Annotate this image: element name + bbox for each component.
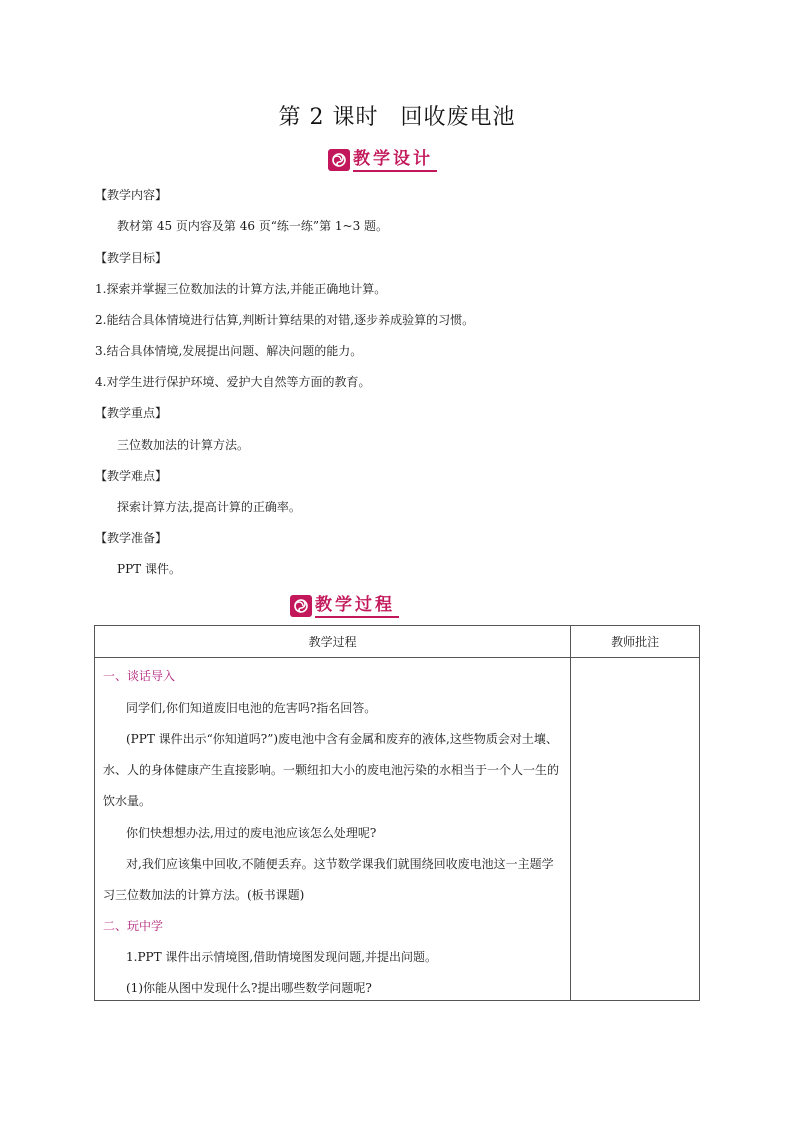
- paragraph: 你们快想想办法,用过的废电池应该怎么处理呢?: [126, 826, 377, 840]
- heading-goals: 【教学目标】: [95, 251, 168, 265]
- heading-content: 【教学内容】: [95, 188, 168, 202]
- paragraph-line: 水、人的身体健康产生直接影响。一颗纽扣大小的废电池污染的水相当于一个人一生的: [103, 763, 560, 777]
- content-text: 教材第 45 页内容及第 46 页“练一练”第 1~3 题。: [117, 219, 389, 233]
- swirl-logo-icon: [328, 149, 350, 171]
- goal-item: 1.探索并掌握三位数加法的计算方法,并能正确地计算。: [95, 282, 387, 296]
- prep-text: PPT 课件。: [117, 562, 181, 576]
- column-header-notes: 教师批注: [571, 626, 700, 658]
- difficulty-text: 探索计算方法,提高计算的正确率。: [117, 500, 301, 514]
- goal-item: 4.对学生进行保护环境、爱护大自然等方面的教育。: [95, 375, 371, 389]
- teaching-process-table: [94, 625, 700, 1001]
- section-title: 二、玩中学: [103, 919, 164, 933]
- teaching-process-banner: [290, 594, 399, 618]
- page-title: [0, 100, 794, 131]
- paragraph: (1)你能从图中发现什么?提出哪些数学问题呢?: [126, 981, 372, 995]
- paragraph-line: 饮水量。: [103, 794, 152, 808]
- swirl-logo-icon: [290, 595, 312, 617]
- key-text: 三位数加法的计算方法。: [117, 438, 250, 452]
- lesson-title: 回收废电池: [400, 105, 516, 130]
- paragraph: 1.PPT 课件出示情境图,借助情境图发现问题,并提出问题。: [126, 950, 438, 964]
- process-cell: [95, 658, 571, 1001]
- teaching-design-banner: [328, 148, 437, 172]
- goal-item: 3.结合具体情境,发展提出问题、解决问题的能力。: [95, 344, 363, 358]
- paragraph: 同学们,你们知道废旧电池的危害吗?指名回答。: [126, 701, 377, 715]
- paragraph: (PPT 课件出示“你知道吗?”)废电池中含有金属和废弃的液体,这些物质会对土壤、: [126, 732, 558, 746]
- notes-cell: [571, 658, 700, 1001]
- heading-prep: 【教学准备】: [95, 531, 168, 545]
- banner-label: 教学设计: [353, 148, 437, 172]
- banner-label: 教学过程: [315, 594, 399, 618]
- heading-key: 【教学重点】: [95, 406, 168, 420]
- paragraph: 对,我们应该集中回收,不随便丢弃。这节数学课我们就围绕回收废电池这一主题学: [126, 857, 554, 871]
- paragraph-line: 习三位数加法的计算方法。(板书课题): [103, 888, 305, 902]
- column-header-process: 教学过程: [95, 626, 571, 658]
- heading-difficulty: 【教学难点】: [95, 469, 168, 483]
- lesson-number: 第 2 课时: [278, 105, 379, 130]
- section-title: 一、谈话导入: [103, 669, 176, 683]
- goal-item: 2.能结合具体情境进行估算,判断计算结果的对错,逐步养成验算的习惯。: [95, 313, 475, 327]
